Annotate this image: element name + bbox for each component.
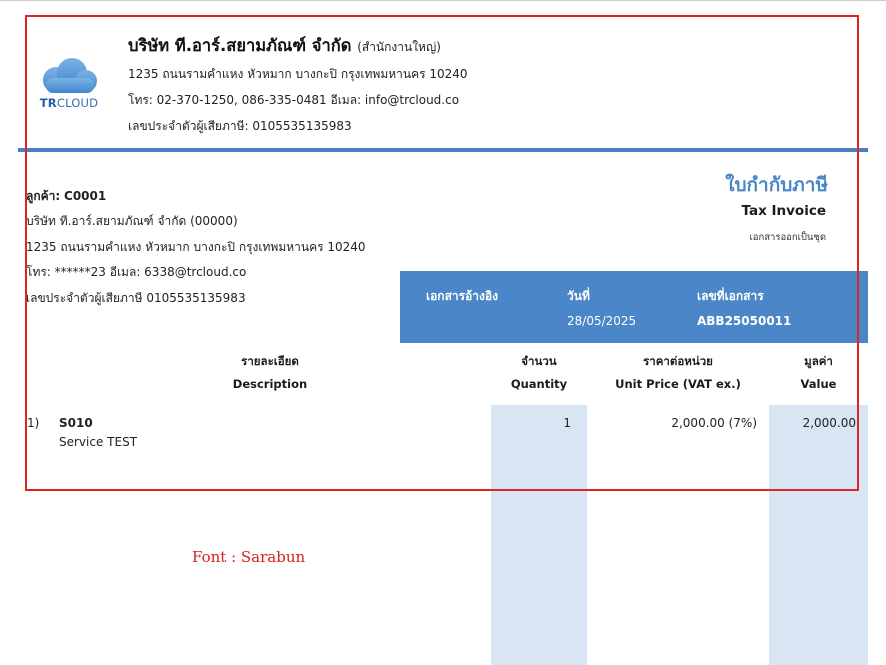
company-contact: โทร: 02-370-1250, 086-335-0481 อีเมล: info@trcloud.co: [128, 93, 460, 107]
item-quantity: 1: [563, 416, 571, 430]
header-quantity: จำนวน Quantity: [510, 354, 568, 391]
company-name: บริษัท ที.อาร์.สยามภัณฑ์ จำกัด (สำนักงานใหญ่): [128, 36, 441, 55]
date-label: วันที่: [567, 289, 590, 303]
quantity-column-shade: [491, 405, 587, 665]
customer-name: บริษัท ที.อาร์.สยามภัณฑ์ จำกัด (00000): [26, 214, 238, 228]
document-title-thai: ใบกำกับภาษี: [725, 174, 828, 196]
customer-address: 1235 ถนนรามคำแหง หัวหมาก บางกะปิ กรุงเทพมหานคร 10240: [26, 240, 366, 254]
header-value: มูลค่า Value: [800, 354, 837, 391]
document-title-en: Tax Invoice: [741, 203, 826, 219]
reference-box: [400, 271, 868, 343]
trcloud-logo: [36, 56, 102, 116]
customer-contact: โทร: ******23 อีเมล: 6338@trcloud.co: [26, 265, 247, 279]
document-note: เอกสารออกเป็นชุด: [749, 232, 826, 243]
company-address: 1235 ถนนรามคำแหง หัวหมาก บางกะปิ กรุงเทพมหานคร 10240: [128, 67, 468, 81]
header-description: รายละเอียด Description: [232, 354, 308, 391]
document-number-label: เลขที่เอกสาร: [697, 289, 764, 303]
value-column-shade: [769, 405, 868, 665]
item-value: 2,000.00: [802, 416, 856, 430]
document-number-value: ABB25050011: [697, 314, 792, 328]
header-unit-price: ราคาต่อหน่วย Unit Price (VAT ex.): [615, 354, 741, 391]
top-divider: [0, 0, 886, 1]
company-branch: (สำนักงานใหญ่): [357, 40, 441, 54]
customer-tax-id: เลขประจำตัวผู้เสียภาษี 0105535135983: [26, 291, 246, 305]
reference-label: เอกสารอ้างอิง: [426, 289, 498, 303]
logo-wordmark: TRCLOUD: [39, 96, 99, 110]
company-tax-id: เลขประจำตัวผู้เสียภาษี: 0105535135983: [128, 119, 352, 133]
cloud-icon: [36, 56, 102, 96]
row-index: 1): [27, 416, 40, 430]
font-annotation: Font : Sarabun: [192, 548, 306, 566]
date-value: 28/05/2025: [567, 314, 637, 328]
item-code: S010: [59, 416, 93, 430]
item-name: Service TEST: [59, 435, 138, 449]
header-divider: [18, 148, 868, 152]
item-unit-price: 2,000.00 (7%): [671, 416, 757, 430]
customer-code: ลูกค้า: C0001: [26, 189, 107, 203]
